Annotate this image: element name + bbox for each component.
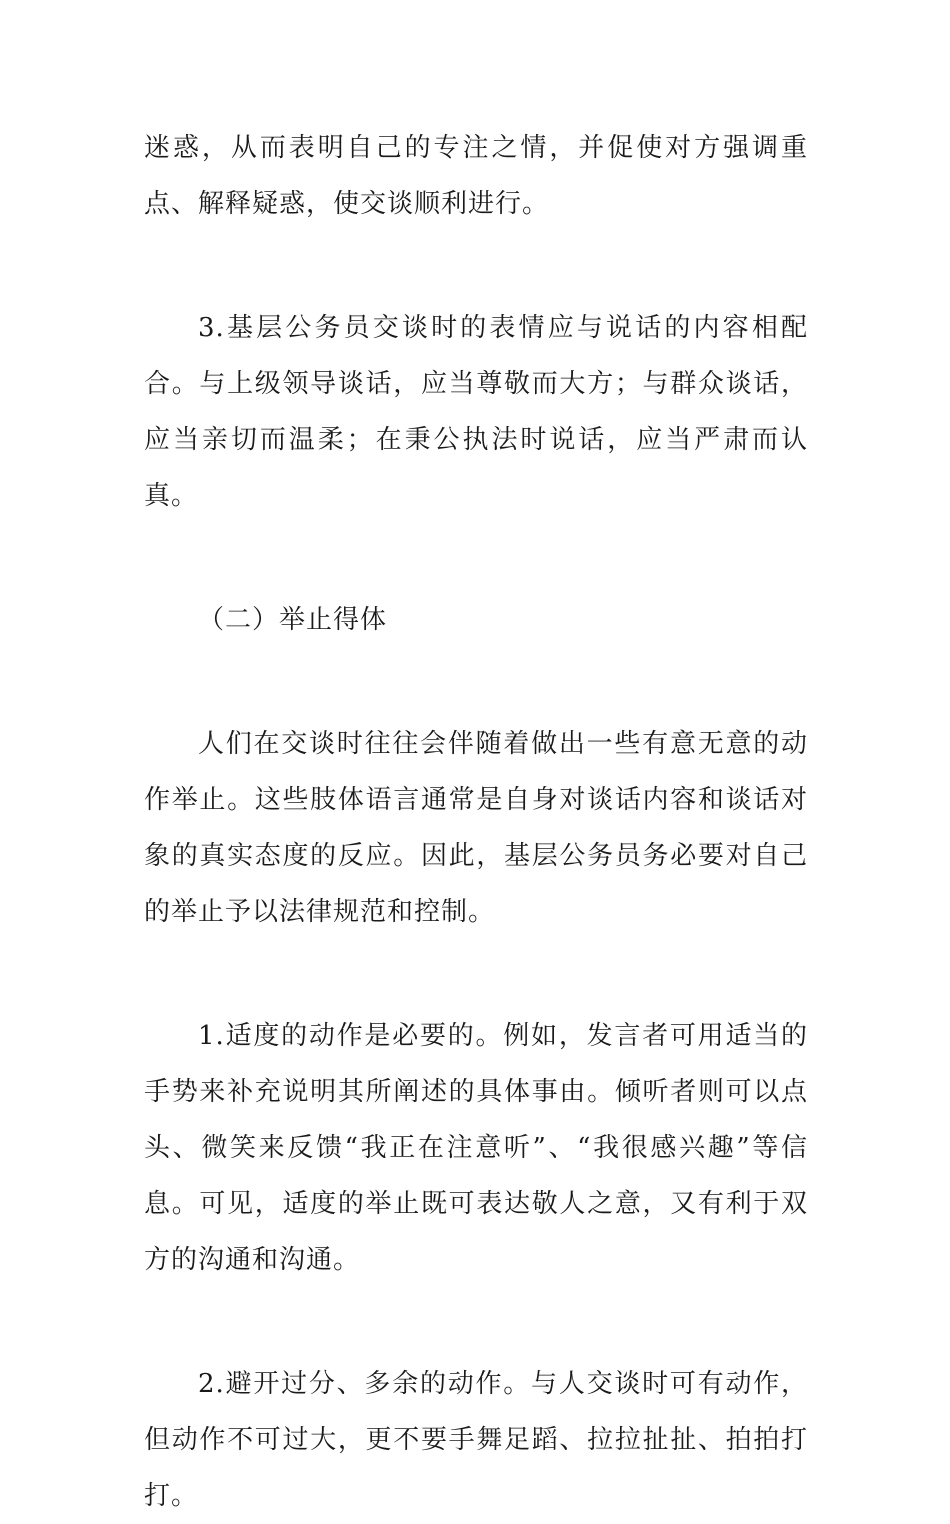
paragraph-gap	[144, 524, 808, 592]
paragraph-item-3: 3.基层公务员交谈时的表情应与说话的内容相配合。与上级领导谈话，应当尊敬而大方；与群众谈话，应当亲切而温柔；在秉公执法时说话，应当严肃而认真。	[144, 313, 808, 511]
paragraph-intro: 人们在交谈时往往会伴随着做出一些有意无意的动作举止。这些肢体语言通常是自身对谈话内容和谈话对象的真实态度的反应。因此，基层公务员务必要对自己的举止予以法律规范和控制。	[144, 729, 808, 927]
paragraph-item-2: 2.避开过分、多余的动作。与人交谈时可有动作，但动作不可过大，更不要手舞足蹈、拉拉扯扯、拍拍打打。	[144, 1369, 808, 1511]
section-heading: （二）举止得体	[198, 605, 388, 635]
paragraph-gap	[144, 648, 808, 716]
paragraph-gap	[144, 1288, 808, 1356]
paragraph-item-1: 1.适度的动作是必要的。例如，发言者可用适当的手势来补充说明其所阐述的具体事由。倾听者则可以点头、微笑来反馈“我正在注意听”、“我很感兴趣”等信息。可见，适度的举止既可表达敬人之意，又有利于双方的沟通和沟通。	[144, 1021, 808, 1275]
document-body	[144, 120, 808, 1524]
paragraph-continuation: 迷惑，从而表明自己的专注之情，并促使对方强调重点、解释疑惑，使交谈顺利进行。	[144, 133, 808, 219]
paragraph-gap	[144, 940, 808, 1008]
paragraph-gap	[144, 232, 808, 300]
